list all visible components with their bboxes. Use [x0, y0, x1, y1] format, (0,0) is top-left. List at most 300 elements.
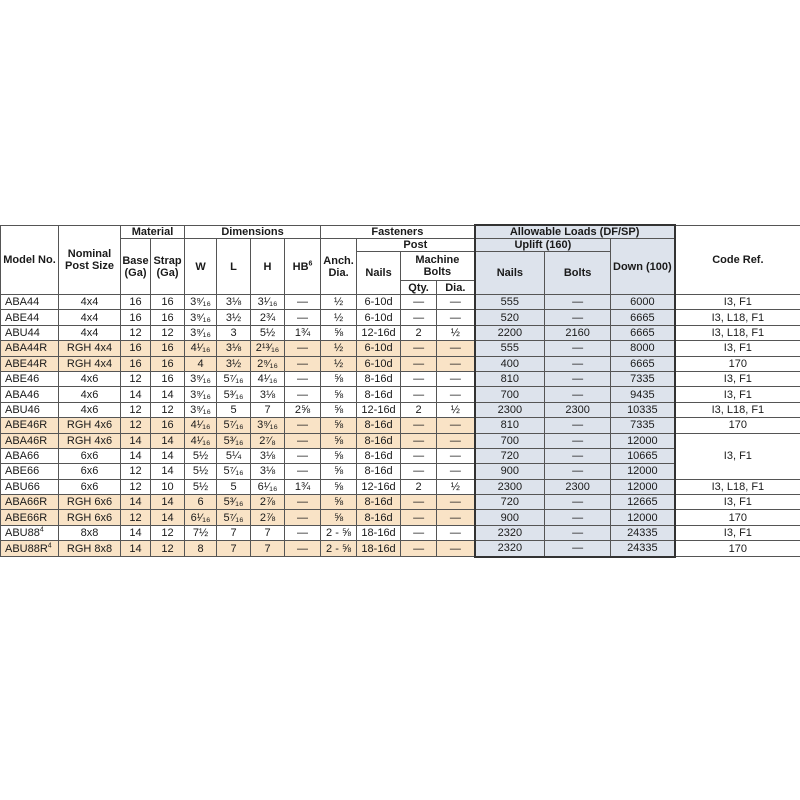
cell-h: 2¹³⁄₁₆	[251, 341, 285, 356]
cell-hb: —	[285, 495, 321, 510]
cell-h: 6¹⁄₁₆	[251, 479, 285, 494]
cell-anch: ½	[321, 356, 357, 371]
cell-w: 8	[185, 541, 217, 557]
cell-w: 3⁹⁄₁₆	[185, 325, 217, 340]
cell-anch: ⅝	[321, 325, 357, 340]
cell-qty: —	[401, 510, 437, 525]
cell-l: 5⁷⁄₁₆	[217, 464, 251, 479]
cell-up-bolts: —	[545, 510, 611, 525]
cell-up-bolts: —	[545, 341, 611, 356]
cell-model	[1, 295, 59, 310]
cell-strap: 12	[151, 402, 185, 417]
cell-code-ref: 170	[675, 418, 800, 433]
cell-l: 5³⁄₁₆	[217, 387, 251, 402]
cell-h: 2⁹⁄₁₆	[251, 356, 285, 371]
cell-down: 12000	[611, 479, 675, 494]
header-model: Model No.	[1, 225, 59, 295]
model-footnote: 4	[47, 542, 52, 550]
cell-size: 6x6	[59, 464, 121, 479]
cell-l: 7	[217, 525, 251, 540]
cell-model	[1, 402, 59, 417]
cell-down: 6000	[611, 295, 675, 310]
cell-size: RGH 4x4	[59, 341, 121, 356]
cell-down: 6665	[611, 325, 675, 340]
cell-strap: 12	[151, 325, 185, 340]
cell-code-ref: 170	[675, 356, 800, 371]
cell-h: 2⅞	[251, 510, 285, 525]
cell-up-bolts: —	[545, 448, 611, 463]
cell-h: 7	[251, 541, 285, 557]
cell-size: 6x6	[59, 479, 121, 494]
cell-h: 3⅛	[251, 464, 285, 479]
table-row	[1, 356, 800, 371]
cell-dia: —	[437, 418, 475, 433]
cell-base: 16	[121, 295, 151, 310]
cell-w: 4¹⁄₁₆	[185, 433, 217, 448]
cell-up-nails: 2300	[475, 479, 545, 494]
cell-h: 3¹⁄₁₆	[251, 295, 285, 310]
cell-code-ref: I3, F1	[675, 495, 800, 510]
cell-code-ref: I3, L18, F1	[675, 325, 800, 340]
cell-l: 3⅛	[217, 295, 251, 310]
model-label: ABA46R	[5, 434, 48, 447]
table-row	[1, 341, 800, 356]
cell-up-nails: 720	[475, 495, 545, 510]
cell-strap: 16	[151, 356, 185, 371]
cell-up-nails: 520	[475, 310, 545, 325]
cell-w: 5½	[185, 479, 217, 494]
cell-qty: —	[401, 418, 437, 433]
model-label: ABE46	[5, 373, 40, 386]
cell-code-ref: I3, F1	[675, 525, 800, 540]
cell-up-nails: 2200	[475, 325, 545, 340]
cell-w: 3⁹⁄₁₆	[185, 402, 217, 417]
model-label: ABU44	[5, 326, 40, 339]
header-allowable-loads: Allowable Loads (DF/SP)	[475, 225, 675, 239]
cell-w: 3⁹⁄₁₆	[185, 387, 217, 402]
cell-w: 5½	[185, 464, 217, 479]
cell-h: 3⅛	[251, 387, 285, 402]
header-code-ref: Code Ref.	[675, 225, 800, 295]
cell-qty: 2	[401, 325, 437, 340]
cell-size: 4x6	[59, 371, 121, 386]
cell-model	[1, 325, 59, 340]
table-row	[1, 325, 800, 340]
cell-nails: 12-16d	[357, 479, 401, 494]
cell-anch: ⅝	[321, 510, 357, 525]
cell-anch: ⅝	[321, 479, 357, 494]
cell-h: 7	[251, 525, 285, 540]
cell-nails: 12-16d	[357, 325, 401, 340]
cell-anch: ⅝	[321, 402, 357, 417]
cell-h: 4¹⁄₁₆	[251, 371, 285, 386]
cell-hb: —	[285, 371, 321, 386]
cell-w: 4¹⁄₁₆	[185, 341, 217, 356]
cell-up-bolts: —	[545, 387, 611, 402]
cell-base: 12	[121, 479, 151, 494]
cell-base: 14	[121, 448, 151, 463]
cell-hb: —	[285, 448, 321, 463]
cell-strap: 16	[151, 371, 185, 386]
model-label: ABU88R	[5, 542, 48, 555]
cell-hb: —	[285, 387, 321, 402]
cell-down: 6665	[611, 310, 675, 325]
cell-strap: 14	[151, 495, 185, 510]
cell-code-ref: I3, F1	[675, 295, 800, 310]
cell-dia: —	[437, 464, 475, 479]
table-row	[1, 418, 800, 433]
cell-up-nails: 700	[475, 387, 545, 402]
cell-base: 14	[121, 525, 151, 540]
cell-model	[1, 418, 59, 433]
cell-strap: 14	[151, 464, 185, 479]
cell-up-bolts: 2160	[545, 325, 611, 340]
post-base-spec-table	[0, 224, 800, 558]
header-fasteners: Fasteners	[321, 225, 475, 239]
cell-size: RGH 4x6	[59, 418, 121, 433]
header-post-nails: Nails	[357, 252, 401, 295]
cell-nails: 18-16d	[357, 541, 401, 557]
cell-anch: 2 - ⅝	[321, 541, 357, 557]
header-qty: Qty.	[401, 281, 437, 295]
cell-model	[1, 371, 59, 386]
table-row	[1, 495, 800, 510]
cell-down: 12665	[611, 495, 675, 510]
cell-model	[1, 341, 59, 356]
model-label: ABA66R	[5, 496, 48, 509]
cell-model	[1, 310, 59, 325]
cell-up-bolts: 2300	[545, 479, 611, 494]
table-row	[1, 525, 800, 540]
cell-size: RGH 4x6	[59, 433, 121, 448]
cell-up-nails: 900	[475, 464, 545, 479]
header-anch-dia: Anch. Dia.	[321, 239, 357, 295]
table-row	[1, 433, 800, 448]
cell-qty: —	[401, 371, 437, 386]
cell-strap: 14	[151, 387, 185, 402]
model-label: ABU46	[5, 403, 40, 416]
cell-up-nails: 810	[475, 371, 545, 386]
cell-down: 7335	[611, 371, 675, 386]
cell-nails: 8-16d	[357, 418, 401, 433]
cell-l: 3½	[217, 356, 251, 371]
cell-down: 24335	[611, 541, 675, 557]
cell-w: 5½	[185, 448, 217, 463]
cell-l: 5³⁄₁₆	[217, 495, 251, 510]
header-l: L	[217, 239, 251, 295]
header-base: Base (Ga)	[121, 239, 151, 295]
cell-qty: —	[401, 387, 437, 402]
cell-l: 3⅛	[217, 341, 251, 356]
cell-size: 4x6	[59, 402, 121, 417]
cell-up-bolts: —	[545, 310, 611, 325]
cell-code-ref: I3, L18, F1	[675, 402, 800, 417]
cell-anch: ⅝	[321, 387, 357, 402]
cell-down: 9435	[611, 387, 675, 402]
header-hb-label: HB	[292, 260, 309, 273]
cell-dia: —	[437, 356, 475, 371]
header-machine-bolts: Machine Bolts	[401, 252, 475, 281]
cell-base: 16	[121, 310, 151, 325]
cell-up-bolts: —	[545, 525, 611, 540]
header-post-size: Nominal Post Size	[59, 225, 121, 295]
table-row	[1, 295, 800, 310]
table-row	[1, 510, 800, 525]
cell-size: RGH 8x8	[59, 541, 121, 557]
cell-code-ref: I3, L18, F1	[675, 310, 800, 325]
cell-w: 6	[185, 495, 217, 510]
cell-anch: 2 - ⅝	[321, 525, 357, 540]
cell-h: 3⅛	[251, 448, 285, 463]
cell-nails: 8-16d	[357, 371, 401, 386]
header-post: Post	[357, 239, 475, 252]
cell-anch: ⅝	[321, 464, 357, 479]
cell-up-bolts: —	[545, 464, 611, 479]
cell-base: 12	[121, 325, 151, 340]
cell-hb: —	[285, 341, 321, 356]
cell-up-bolts: —	[545, 418, 611, 433]
cell-hb: 1¾	[285, 479, 321, 494]
cell-base: 14	[121, 433, 151, 448]
cell-model	[1, 495, 59, 510]
cell-size: RGH 6x6	[59, 510, 121, 525]
cell-up-bolts: —	[545, 433, 611, 448]
table-row	[1, 371, 800, 386]
cell-hb: —	[285, 510, 321, 525]
cell-down: 12000	[611, 464, 675, 479]
cell-nails: 18-16d	[357, 525, 401, 540]
cell-h: 5½	[251, 325, 285, 340]
cell-anch: ⅝	[321, 495, 357, 510]
cell-base: 12	[121, 464, 151, 479]
cell-qty: —	[401, 433, 437, 448]
cell-hb: —	[285, 418, 321, 433]
cell-dia: —	[437, 495, 475, 510]
cell-nails: 6-10d	[357, 295, 401, 310]
cell-down: 6665	[611, 356, 675, 371]
cell-anch: ⅝	[321, 418, 357, 433]
cell-qty: —	[401, 541, 437, 557]
cell-dia: ½	[437, 402, 475, 417]
cell-anch: ⅝	[321, 433, 357, 448]
header-dia: Dia.	[437, 281, 475, 295]
cell-code-ref: I3, F1	[675, 371, 800, 386]
cell-up-nails: 700	[475, 433, 545, 448]
cell-model	[1, 448, 59, 463]
cell-dia: —	[437, 387, 475, 402]
cell-dia: —	[437, 525, 475, 540]
cell-dia: —	[437, 448, 475, 463]
cell-down: 12000	[611, 510, 675, 525]
cell-l: 3½	[217, 310, 251, 325]
cell-up-bolts: —	[545, 541, 611, 557]
cell-size: 4x4	[59, 295, 121, 310]
cell-up-nails: 400	[475, 356, 545, 371]
cell-up-bolts: 2300	[545, 402, 611, 417]
table-row	[1, 387, 800, 402]
cell-base: 12	[121, 510, 151, 525]
cell-hb: —	[285, 295, 321, 310]
cell-strap: 12	[151, 541, 185, 557]
cell-down: 7335	[611, 418, 675, 433]
cell-base: 14	[121, 495, 151, 510]
header-down: Down (100)	[611, 239, 675, 295]
cell-w: 3⁹⁄₁₆	[185, 371, 217, 386]
cell-strap: 14	[151, 433, 185, 448]
model-label: ABU66	[5, 480, 40, 493]
cell-h: 2¾	[251, 310, 285, 325]
cell-hb: —	[285, 525, 321, 540]
cell-up-bolts: —	[545, 295, 611, 310]
header-uplift-bolts: Bolts	[545, 252, 611, 295]
cell-w: 4	[185, 356, 217, 371]
cell-model	[1, 433, 59, 448]
cell-l: 5	[217, 479, 251, 494]
cell-h: 2⁷⁄₈	[251, 433, 285, 448]
cell-code-ref: I3, F1	[675, 341, 800, 356]
table-row	[1, 310, 800, 325]
header-w: W	[185, 239, 217, 295]
cell-dia: —	[437, 295, 475, 310]
cell-base: 16	[121, 341, 151, 356]
cell-qty: —	[401, 495, 437, 510]
cell-up-bolts: —	[545, 371, 611, 386]
cell-w: 6¹⁄₁₆	[185, 510, 217, 525]
cell-l: 5³⁄₁₆	[217, 433, 251, 448]
model-label: ABE66	[5, 465, 40, 478]
header-material: Material	[121, 225, 185, 239]
cell-l: 5¼	[217, 448, 251, 463]
cell-base: 12	[121, 371, 151, 386]
cell-h: 3⁹⁄₁₆	[251, 418, 285, 433]
cell-code-ref: 170	[675, 510, 800, 525]
cell-strap: 16	[151, 341, 185, 356]
cell-strap: 14	[151, 448, 185, 463]
cell-l: 5	[217, 402, 251, 417]
cell-dia: ½	[437, 479, 475, 494]
cell-qty: 2	[401, 479, 437, 494]
cell-strap: 16	[151, 310, 185, 325]
cell-model	[1, 356, 59, 371]
model-label: ABA46	[5, 388, 40, 401]
cell-model	[1, 541, 59, 557]
cell-dia: —	[437, 341, 475, 356]
cell-qty: —	[401, 448, 437, 463]
cell-up-nails: 810	[475, 418, 545, 433]
cell-model	[1, 464, 59, 479]
cell-code-ref: 170	[675, 541, 800, 557]
model-label: ABA44	[5, 296, 40, 309]
cell-size: RGH 6x6	[59, 495, 121, 510]
cell-anch: ⅝	[321, 371, 357, 386]
cell-model	[1, 387, 59, 402]
header-strap: Strap (Ga)	[151, 239, 185, 295]
cell-strap: 16	[151, 418, 185, 433]
cell-base: 14	[121, 387, 151, 402]
model-label: ABE44R	[5, 357, 48, 370]
cell-hb: —	[285, 310, 321, 325]
cell-base: 12	[121, 418, 151, 433]
cell-w: 3⁹⁄₁₆	[185, 295, 217, 310]
cell-down: 8000	[611, 341, 675, 356]
cell-hb: —	[285, 356, 321, 371]
cell-qty: 2	[401, 402, 437, 417]
cell-nails: 6-10d	[357, 310, 401, 325]
cell-up-nails: 555	[475, 295, 545, 310]
cell-base: 16	[121, 356, 151, 371]
cell-size: 4x6	[59, 387, 121, 402]
cell-nails: 6-10d	[357, 356, 401, 371]
cell-anch: ½	[321, 310, 357, 325]
cell-size: RGH 4x4	[59, 356, 121, 371]
cell-up-nails: 2320	[475, 541, 545, 557]
table-row	[1, 402, 800, 417]
cell-l: 5⁷⁄₁₆	[217, 418, 251, 433]
cell-hb: 1¾	[285, 325, 321, 340]
cell-qty: —	[401, 356, 437, 371]
cell-qty: —	[401, 525, 437, 540]
cell-up-nails: 900	[475, 510, 545, 525]
cell-down: 24335	[611, 525, 675, 540]
cell-code-ref: I3, L18, F1	[675, 479, 800, 494]
spec-table-container	[0, 224, 800, 558]
model-label: ABE66R	[5, 511, 48, 524]
cell-strap: 10	[151, 479, 185, 494]
header-hb-footnote: 6	[308, 259, 313, 267]
cell-qty: —	[401, 464, 437, 479]
cell-nails: 6-10d	[357, 341, 401, 356]
cell-l: 5⁷⁄₁₆	[217, 371, 251, 386]
cell-strap: 16	[151, 295, 185, 310]
cell-base: 12	[121, 402, 151, 417]
cell-model	[1, 525, 59, 540]
cell-l: 7	[217, 541, 251, 557]
cell-dia: —	[437, 371, 475, 386]
cell-hb: —	[285, 433, 321, 448]
cell-hb: 2⅝	[285, 402, 321, 417]
header-uplift-nails: Nails	[475, 252, 545, 295]
cell-anch: ½	[321, 295, 357, 310]
cell-dia: —	[437, 433, 475, 448]
cell-nails: 8-16d	[357, 495, 401, 510]
header-hb	[285, 239, 321, 295]
table-body	[1, 295, 800, 557]
header-uplift: Uplift (160)	[475, 239, 611, 252]
cell-down: 12000	[611, 433, 675, 448]
cell-qty: —	[401, 341, 437, 356]
cell-anch: ⅝	[321, 448, 357, 463]
cell-hb: —	[285, 464, 321, 479]
cell-dia: ½	[437, 325, 475, 340]
cell-up-nails: 2300	[475, 402, 545, 417]
cell-down: 10665	[611, 448, 675, 463]
cell-down: 10335	[611, 402, 675, 417]
cell-h: 7	[251, 402, 285, 417]
cell-code-ref: I3, F1	[675, 433, 800, 479]
model-label: ABA66	[5, 450, 40, 463]
cell-strap: 12	[151, 525, 185, 540]
cell-nails: 12-16d	[357, 402, 401, 417]
cell-up-nails: 2320	[475, 525, 545, 540]
model-label: ABU88	[5, 527, 40, 540]
cell-up-nails: 555	[475, 341, 545, 356]
cell-size: 8x8	[59, 525, 121, 540]
cell-nails: 8-16d	[357, 464, 401, 479]
cell-code-ref: I3, F1	[675, 387, 800, 402]
cell-base: 14	[121, 541, 151, 557]
cell-dia: —	[437, 541, 475, 557]
cell-l: 3	[217, 325, 251, 340]
